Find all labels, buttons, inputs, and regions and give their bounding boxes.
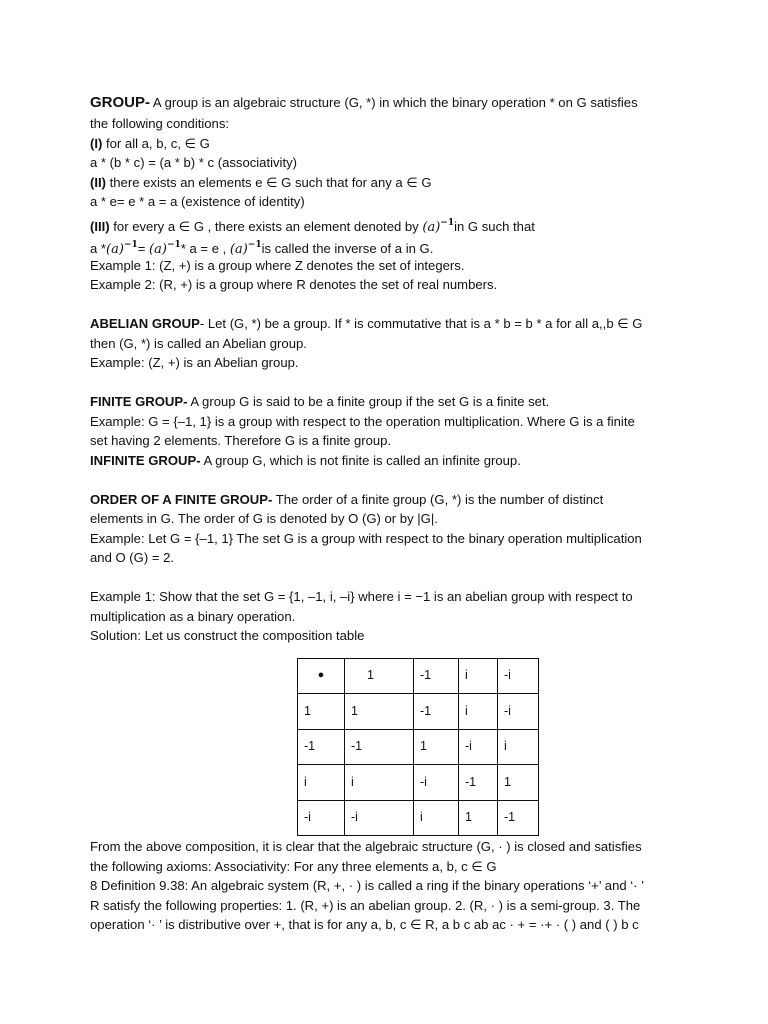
group-heading: GROUP-: [90, 94, 150, 111]
solution-line: Solution: Let us construct the composition table: [90, 628, 365, 643]
condition-3-label: (III): [90, 218, 110, 234]
infinite-text: A group G, which is not finite is called an infinite group.: [200, 452, 521, 468]
table-cell: -i: [459, 729, 498, 765]
table-cell: -1: [498, 800, 539, 836]
order-heading: ORDER OF A FINITE GROUP-: [90, 491, 273, 507]
table-cell: -i: [414, 765, 459, 801]
inverse-formula: a $*(a)^{-1}= (a)^{-1}*$ a = e , $(a)^{-1}is$ called the inverse of a in G.: [90, 239, 434, 257]
header-cell: -1: [414, 658, 459, 694]
table-cell: i: [345, 765, 414, 801]
after-table-line2: the following axioms: Associativity: For any three elements a, b, c ∈ G: [90, 858, 497, 874]
table-cell: -i: [498, 694, 539, 730]
group-intro-line2: the following conditions:: [90, 116, 230, 131]
table-cell: i: [498, 729, 539, 765]
table-row: [298, 694, 539, 730]
table-cell: i: [459, 694, 498, 730]
order-example-line2: and O (G) = 2.: [90, 550, 175, 565]
row-label-cell: -1: [298, 729, 345, 765]
order-definition-line: [90, 490, 690, 510]
finite-example-line2: set having 2 elements. Therefore G is a finite group.: [90, 433, 392, 448]
group-example-2: Example 2: (R, +) is a group where R denotes the set of real numbers.: [90, 277, 498, 292]
table-cell: -1: [345, 729, 414, 765]
row-label-cell: -i: [298, 800, 345, 836]
row-label-cell: i: [298, 765, 345, 801]
group-condition-2: [90, 173, 690, 193]
finite-example-line1: Example: G = {–1, 1} is a group with respect to the operation multiplication. Where G is a finite: [90, 413, 635, 429]
table-cell: -1: [414, 694, 459, 730]
infinite-definition-line: [90, 451, 690, 471]
table-cell: 1: [414, 729, 459, 765]
header-cell: -i: [498, 658, 539, 694]
group-intro-text: A group is an algebraic structure (G, *) in which the binary operation * on G satisfies: [150, 95, 638, 110]
order-line2: elements in G. The order of G is denoted by O (G) or by |G|.: [90, 511, 438, 526]
group-condition-3: [90, 212, 690, 234]
table-cell: i: [414, 800, 459, 836]
inverse-exponent: −1: [440, 217, 455, 228]
table-cell: 1: [345, 694, 414, 730]
abelian-text: - Let (G, *) be a group. If * is commutative that is a * b = b * a for all a,,b ∈ G: [199, 316, 643, 331]
condition-1-text: for all a, b, c, ∈ G: [102, 135, 210, 151]
condition-2-label: (II): [90, 174, 106, 190]
table-cell: 1: [459, 800, 498, 836]
document-page: [90, 92, 690, 935]
abelian-line2: then (G, *) is called an Abelian group.: [90, 335, 307, 351]
table-header-row: [298, 658, 539, 694]
header-cell: i: [459, 658, 498, 694]
ring-definition-line1: 8 Definition 9.38: An algebraic system (R, +, · ) is called a ring if the binary operations ‘+’ and ‘· ’: [90, 878, 645, 893]
condition-1-label: (I): [90, 135, 103, 151]
abelian-example: Example: (Z, +) is an Abelian group.: [90, 355, 299, 370]
abelian-heading: ABELIAN GROUP: [90, 316, 200, 331]
table-cell: 1: [498, 765, 539, 801]
condition-3-text-a: for every a ∈ G , there exists an element denoted by: [109, 218, 423, 234]
ring-definition-line2: R satisfy the following properties: 1. (R, +) is an abelian group. 2. (R, · ) is a semi-group. 3. The: [90, 897, 641, 913]
composition-table-wrapper: [297, 658, 690, 837]
order-text: The order of a finite group (G, *) is the number of distinct: [272, 491, 604, 507]
composition-table: [297, 658, 539, 837]
table-row: [298, 800, 539, 836]
order-example-line1: Example: Let G = {–1, 1} The set G is a group with respect to the binary operation multiplication: [90, 530, 642, 546]
finite-text: A group G is said to be a finite group if the set G is a finite set.: [187, 394, 550, 409]
condition-3-text-b: in G such that: [454, 218, 535, 234]
example-problem-line2: multiplication as a binary operation.: [90, 608, 296, 624]
table-cell: -i: [345, 800, 414, 836]
group-condition-1: [90, 134, 690, 154]
table-row: [298, 729, 539, 765]
example-problem-line1: Example 1: Show that the set G = {1, –1, i, –i} where i = −1 is an abelian group with respect to: [90, 589, 633, 604]
associativity-formula: a * (b * c) = (a * b) * c (associativity): [90, 155, 298, 170]
ring-definition-line3: operation ‘· ’ is distributive over +, that is for any a, b, c ∈ R, a b c ab ac · + = ·+ · ( ) and ( ) b c: [90, 917, 639, 932]
header-cell: 1: [345, 658, 414, 694]
infinite-heading: INFINITE GROUP-: [90, 452, 201, 468]
row-label-cell: 1: [298, 694, 345, 730]
condition-2-text: there exists an elements e ∈ G such that for any a ∈ G: [106, 174, 432, 190]
inverse-symbol: (a): [422, 219, 441, 235]
abelian-definition-line: [90, 314, 690, 334]
group-example-1: Example 1: (Z, +) is a group where Z denotes the set of integers.: [90, 257, 465, 273]
identity-formula: a * e= e * a = a (existence of identity): [90, 194, 305, 209]
operator-cell: ●: [298, 658, 345, 694]
finite-definition-line: [90, 392, 690, 412]
table-cell: -1: [459, 765, 498, 801]
after-table-line1: From the above composition, it is clear that the algebraic structure (G, · ) is closed and satisfies: [90, 839, 642, 854]
table-row: [298, 765, 539, 801]
finite-heading: FINITE GROUP-: [90, 394, 188, 409]
group-definition-line: [90, 92, 690, 114]
